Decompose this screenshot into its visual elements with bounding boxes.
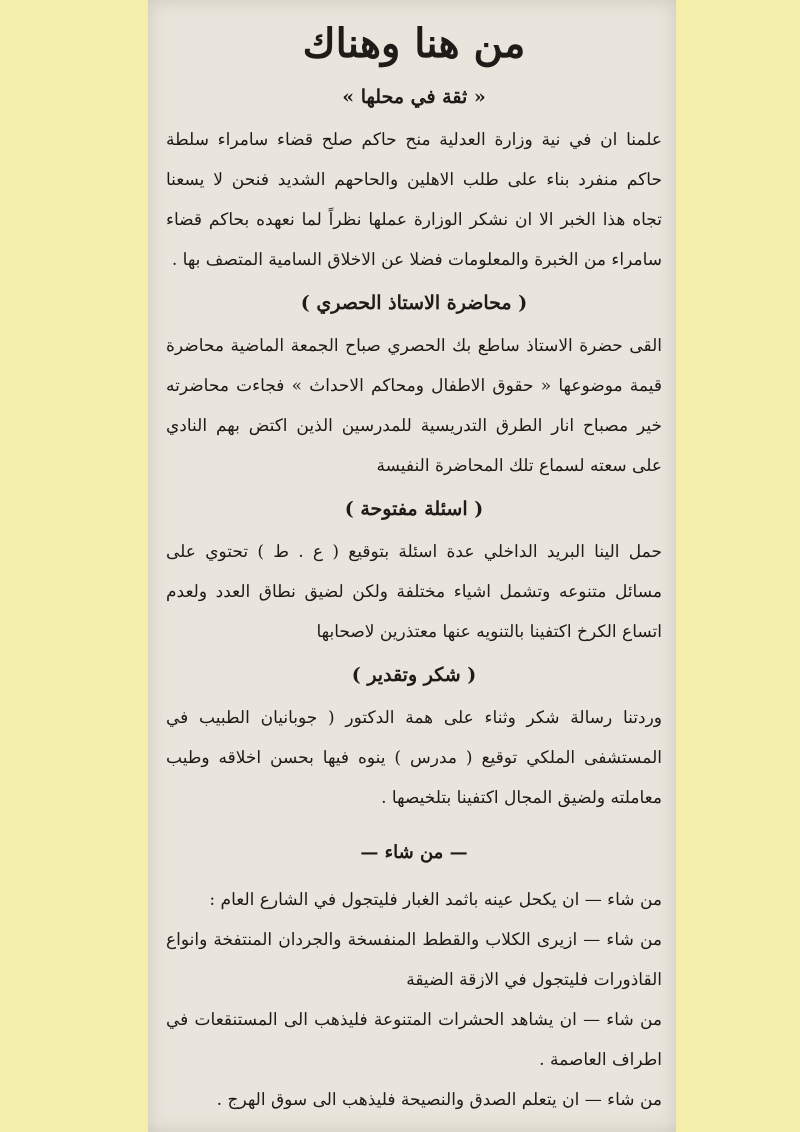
section-heading: — من شاء — [360, 842, 468, 863]
list-item: من شاء — ان يشاهد الحشرات المتنوعة فليذهب الى المستنقعات في اطراف العاصمة . [166, 1010, 662, 1070]
page-title: من هنا وهناك [302, 20, 526, 67]
section-paragraph: وردتنا رسالة شكر وثناء على همة الدكتور ( جوبانيان الطبيب في المستشفى الملكي توقيع ( مدرس ) ينوه فيها بحسن اخلاقه وطيب معاملته ولضيق المجال اكتفينا بتلخيصها . [166, 708, 662, 808]
article [148, 0, 676, 1120]
section-paragraph: القى حضرة الاستاذ ساطع بك الحصري صباح الجمعة الماضية محاضرة قيمة موضوعها « حقوق الاطفال ومحاكم الاحداث » فجاءت محاضرته خير مصباح انار الطرق التدريسية للمدرسين الذين اكتض بهم النادي على سعته لسماع تلك المحاضرة النفيسة [166, 336, 662, 476]
section-whoever-wishes [166, 836, 662, 1120]
section-open-questions [166, 492, 662, 652]
section-lecture [166, 286, 662, 486]
section-paragraph: علمنا ان في نية وزارة العدلية منح حاكم صلح قضاء سامراء سلطة حاكم منفرد بناء على طلب الاهلين والحاحهم الشديد فنحن لا يسعنا تجاه هذا الخبر الا ان نشكر الوزارة عملها نظراً لما نعهده بحاكم قضاء سامراء من الخبرة والمعلومات فضلا عن الاخلاق السامية المتصف بها . [166, 130, 662, 270]
section-heading: ( اسئلة مفتوحة ) [344, 498, 484, 520]
section-paragraph: حمل الينا البريد الداخلي عدة اسئلة بتوقيع ( ع . ط ) تحتوي على مسائل متنوعه وتشمل اشياء مختلفة ولكن لضيق نطاق العدد ولعدم اتساع الكرخ اكتفينا بالتنويه عنها معتذرين لاصحابها [166, 542, 662, 642]
section-thanks [166, 658, 662, 818]
section-heading: ( محاضرة الاستاذ الحصري ) [300, 292, 528, 314]
list-item: من شاء — ان يكحل عينه باثمد الغبار فليتجول في الشارع العام : [209, 890, 662, 910]
section-heading: « ثقة في محلها » [342, 86, 486, 108]
list-item: من شاء — ازيرى الكلاب والقطط المنفسخة والجردان المنتفخة وانواع القاذورات فليتجول في الازقة الضيقة [166, 930, 662, 990]
newspaper-clipping [148, 0, 676, 1132]
section-trust [166, 80, 662, 280]
list-item: من شاء — ان يتعلم الصدق والنصيحة فليذهب الى سوق الهرج . [216, 1090, 662, 1110]
section-heading: ( شكر وتقدير ) [351, 664, 477, 686]
